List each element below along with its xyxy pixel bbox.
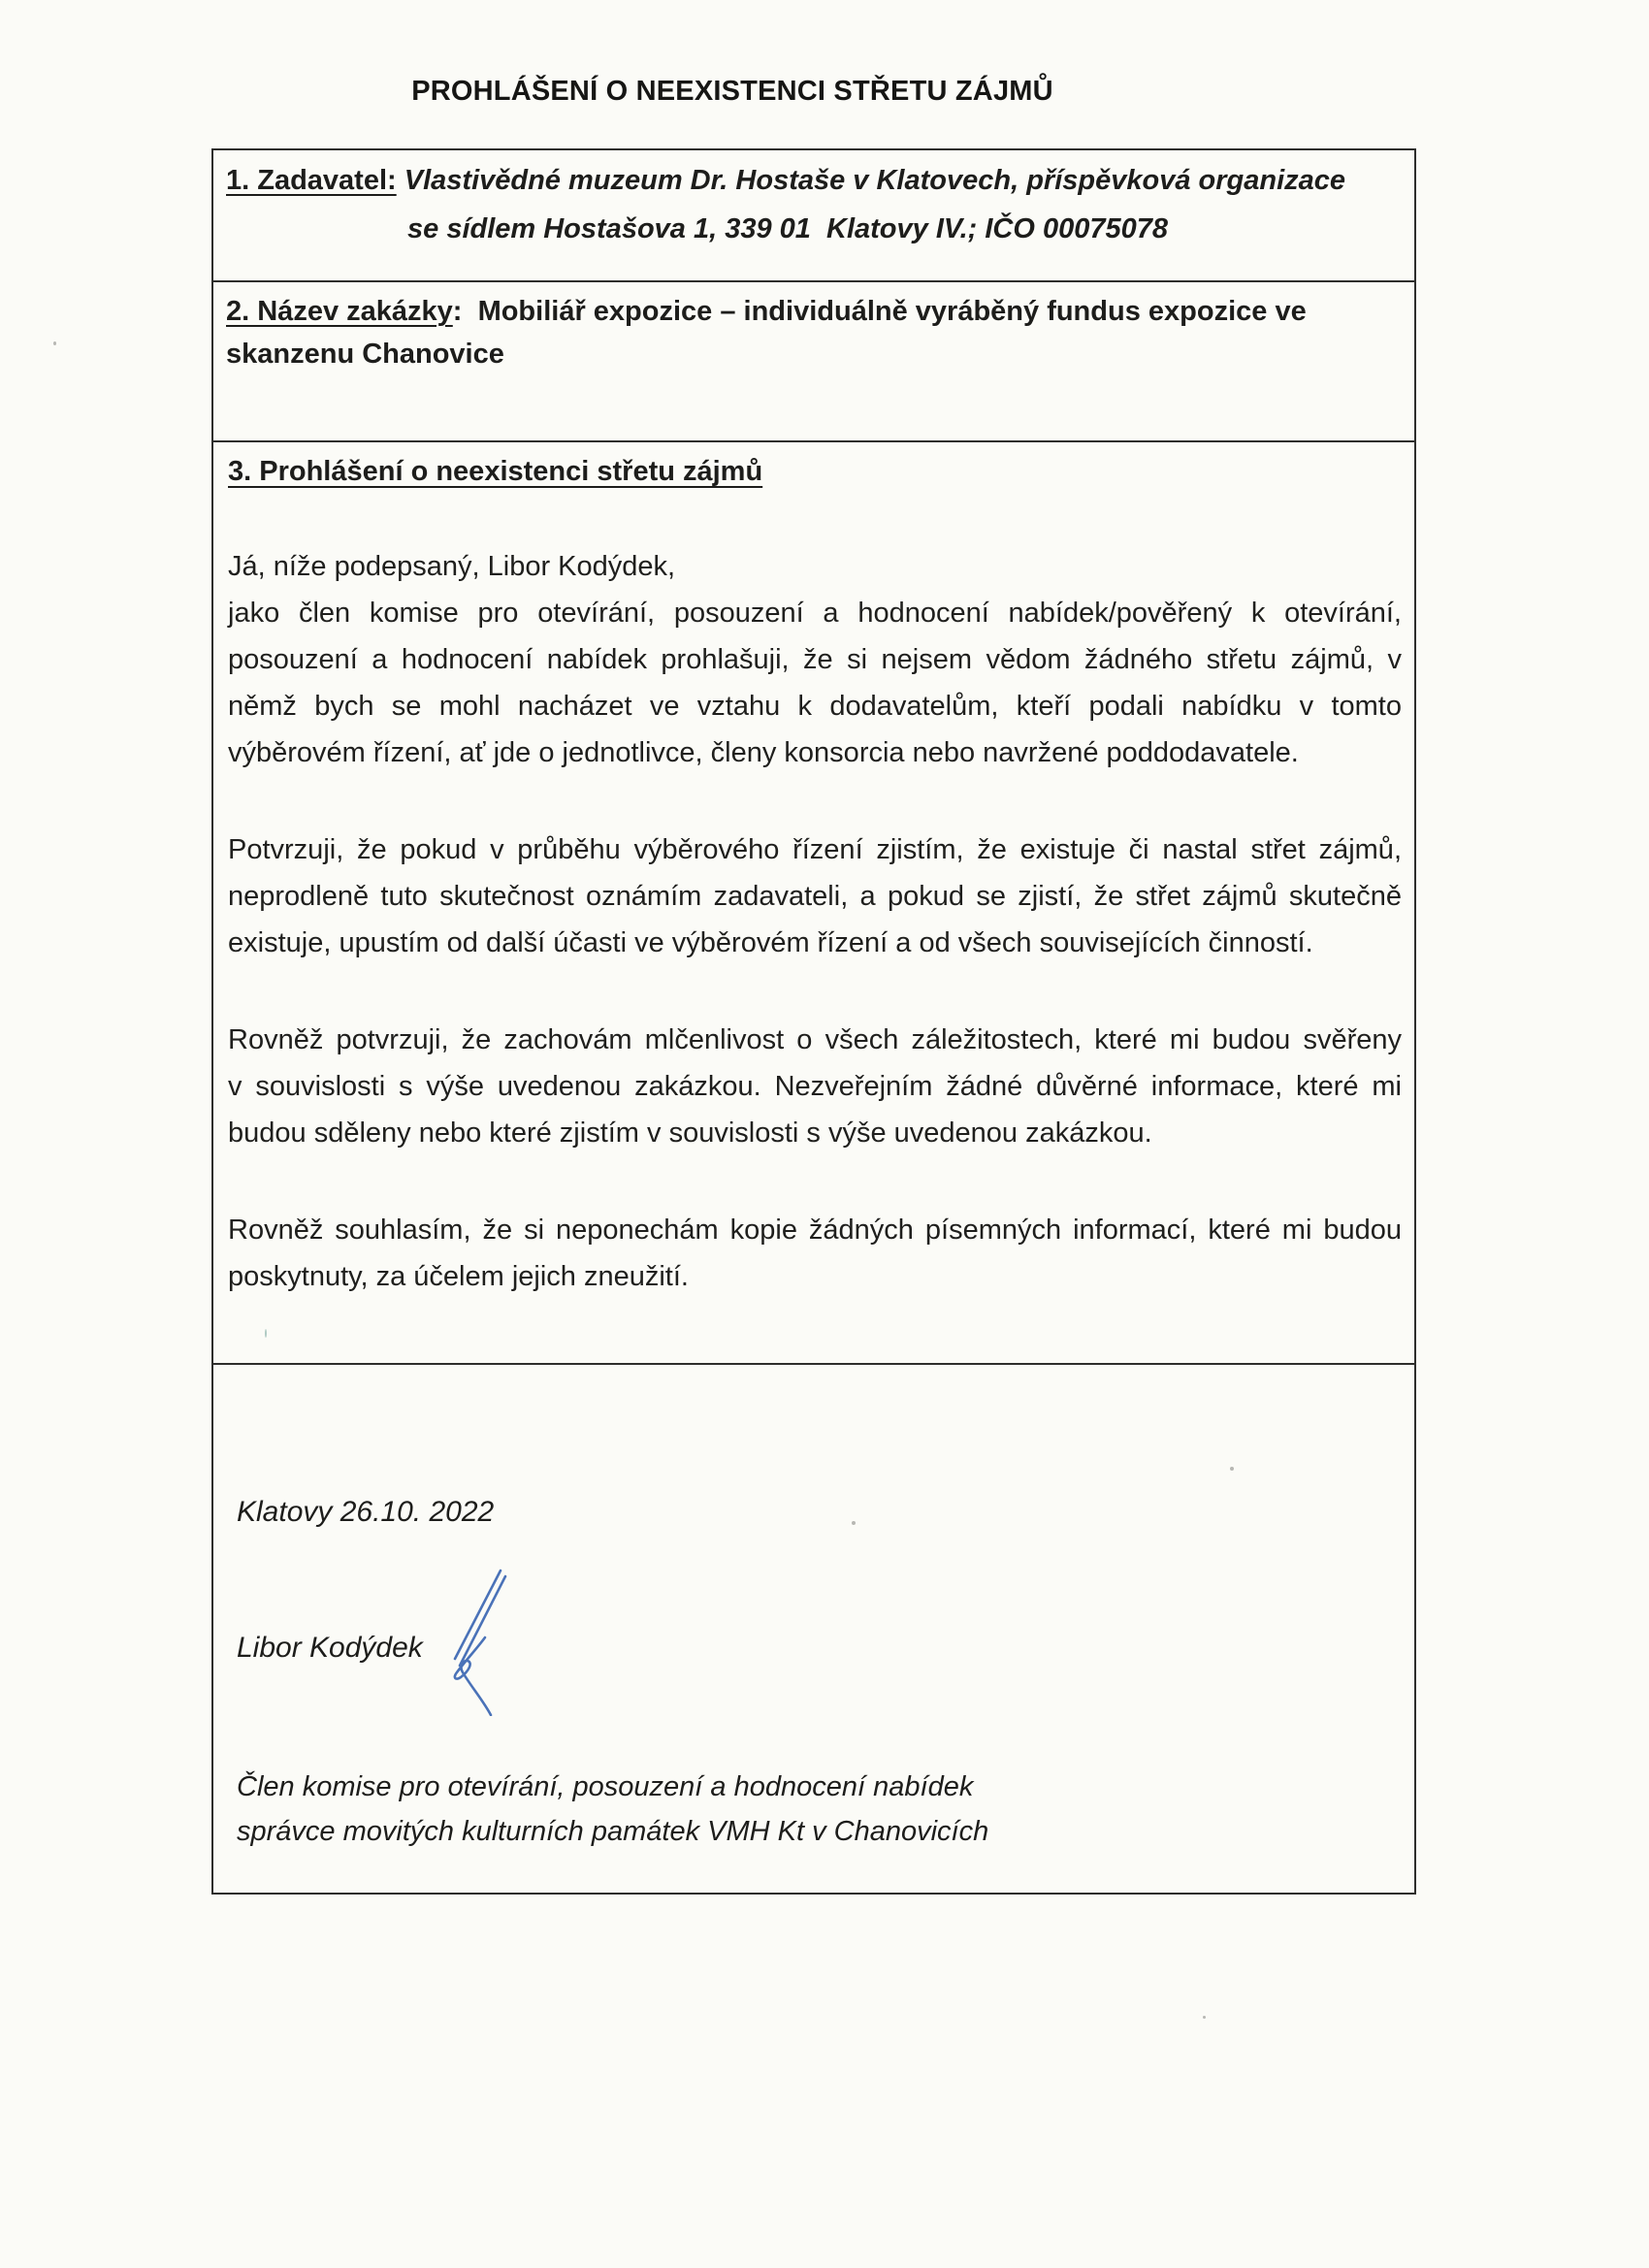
section-prohlaseni [213, 442, 1414, 1365]
paragraph-line: v souvislosti s výše uvedenou zakázkou. Nezveřejním žádné důvěrné informace, které mi [228, 1071, 1402, 1102]
scan-speck [53, 341, 56, 345]
scan-speck [1230, 1467, 1234, 1471]
declaration-paragraph [228, 543, 1402, 590]
zadavatel-line1 [226, 156, 1401, 205]
section-signature [213, 1365, 1414, 1887]
paragraph-line: výběrovém řízení, ať jde o jednotlivce, členy konsorcia nebo navržené poddodavatele. [228, 737, 1299, 768]
zadavatel-address: se sídlem Hostašova 1, 339 01 Klatovy IV.; IČO 00075078 [407, 213, 1168, 244]
paragraph-line: poskytnuty, za účelem jejich zneužití. [228, 1261, 689, 1292]
nazev-zakazky-label: 2. Název zakázky [226, 296, 453, 327]
declaration-paragraphs [228, 543, 1402, 1300]
paragraph-line: Rovněž souhlasím, že si neponechám kopie žádných písemných informací, které mi budou [228, 1215, 1402, 1246]
paragraph-line: existuje, upustím od další účasti ve výběrovém řízení a od všech souvisejících činností. [228, 927, 1313, 958]
paragraph-line: Já, níže podepsaný, Libor Kodýdek, [228, 551, 676, 582]
signer-roles [237, 1765, 988, 1854]
zadavatel-label: 1. Zadavatel: [226, 165, 397, 196]
declaration-paragraph [228, 590, 1402, 776]
place-date: Klatovy 26.10. 2022 [237, 1496, 495, 1528]
handwritten-signature-icon [445, 1564, 509, 1716]
scan-speck [265, 1329, 267, 1338]
paragraph-line: němž bych se mohl nacházet ve vztahu k dodavatelům, kteří podali nabídku v tomto [228, 691, 1402, 722]
nazev-zakazky-line2: skanzenu Chanovice [226, 339, 504, 370]
signer-role-line2: správce movitých kulturních památek VMH Kt v Chanovicích [237, 1816, 989, 1847]
section-zadavatel [213, 150, 1414, 282]
paragraph-line: posouzení a hodnocení nabídek prohlašuji, že si nejsem vědom žádného střetu zájmů, v [228, 644, 1402, 675]
scan-speck [852, 1521, 856, 1525]
zadavatel-value: Vlastivědné muzeum Dr. Hostaše v Klatovech, příspěvková organizace [404, 165, 1346, 196]
document-frame [211, 148, 1416, 1895]
page-title: PROHLÁŠENÍ O NEEXISTENCI STŘETU ZÁJMŮ [411, 76, 1053, 107]
nazev-zakazky-text: 2. Název zakázky: Mobiliář expozice – individuálně vyráběný fundus expozice ve skanzenu Chanovice [226, 296, 1307, 370]
declaration-paragraph [228, 1017, 1402, 1156]
nazev-zakazky-line1: Mobiliář expozice – individuálně vyráběný fundus expozice ve [477, 296, 1307, 327]
section-nazev-zakazky [213, 282, 1414, 442]
paragraph-line: budou sděleny nebo které zjistím v souvislosti s výše uvedenou zakázkou. [228, 1118, 1152, 1149]
prohlaseni-heading: 3. Prohlášení o neexistenci střetu zájmů [228, 456, 763, 487]
declaration-paragraph [228, 826, 1402, 966]
signer-role-line1: Člen komise pro otevírání, posouzení a hodnocení nabídek [237, 1771, 974, 1802]
paragraph-line: Potvrzuji, že pokud v průběhu výběrového řízení zjistím, že existuje či nastal střet zájmů, [228, 834, 1402, 865]
paragraph-line: neprodleně tuto skutečnost oznámím zadavateli, a pokud se zjistí, že střet zájmů skutečně [228, 881, 1402, 912]
paragraph-line: Rovněž potvrzuji, že zachovám mlčenlivost o všech záležitostech, které mi budou svěřeny [228, 1024, 1402, 1055]
paragraph-line: jako člen komise pro otevírání, posouzení a hodnocení nabídek/pověřený k otevírání, [228, 598, 1402, 629]
signer-name: Libor Kodýdek [237, 1632, 423, 1664]
scan-speck [1203, 2016, 1206, 2019]
declaration-paragraph [228, 1207, 1402, 1300]
